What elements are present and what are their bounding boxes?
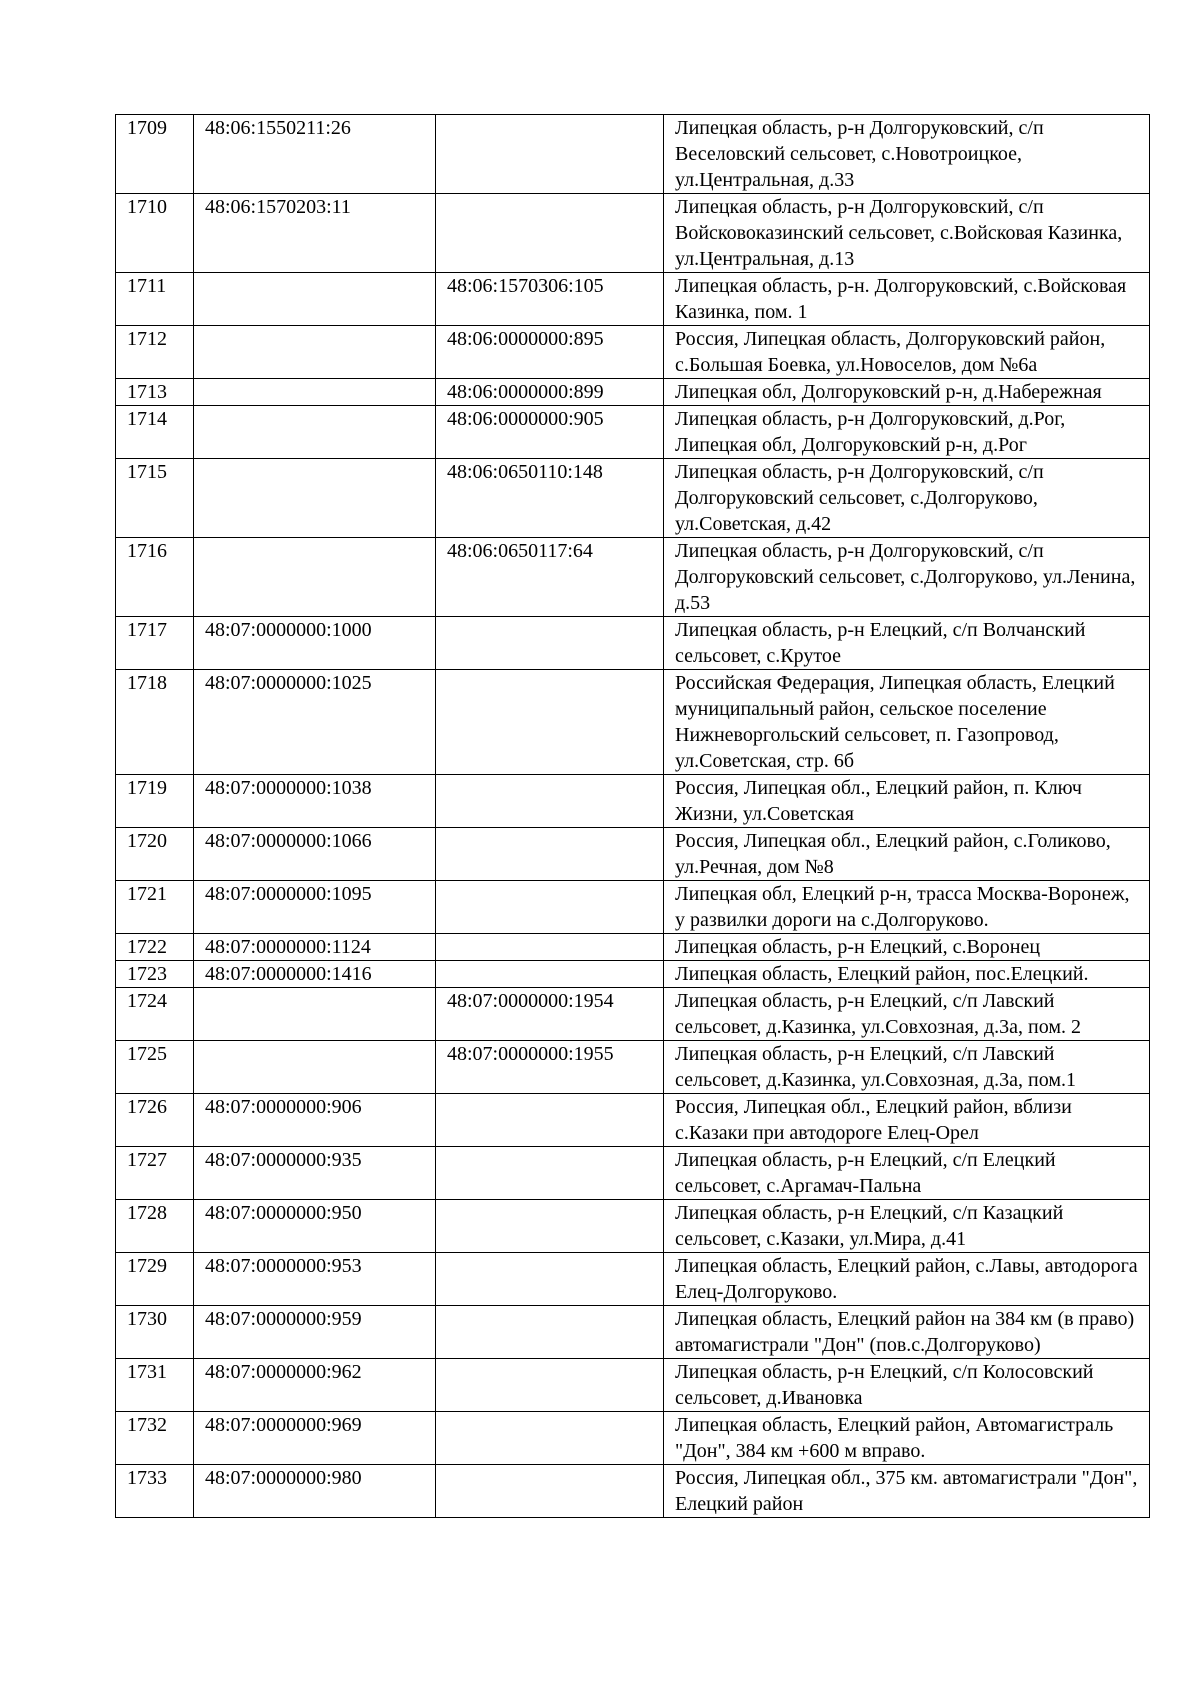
land-cadastral-number xyxy=(194,459,436,538)
object-cadastral-number: 48:07:0000000:1955 xyxy=(436,1041,664,1094)
address-cell: Липецкая область, р-н Елецкий, с/п Волчанский сельсовет, с.Крутое xyxy=(664,617,1150,670)
object-cadastral-number xyxy=(436,934,664,961)
row-number: 1712 xyxy=(116,326,194,379)
land-cadastral-number: 48:07:0000000:1000 xyxy=(194,617,436,670)
document-page xyxy=(115,114,1149,1518)
row-number: 1727 xyxy=(116,1147,194,1200)
row-number: 1725 xyxy=(116,1041,194,1094)
address-cell: Липецкая область, р-н Долгоруковский, д.Рог, Липецкая обл, Долгоруковский р-н, д.Рог xyxy=(664,406,1150,459)
land-cadastral-number xyxy=(194,1041,436,1094)
object-cadastral-number: 48:06:1570306:105 xyxy=(436,273,664,326)
address-cell: Россия, Липецкая обл., Елецкий район, с.Голиково, ул.Речная, дом №8 xyxy=(664,828,1150,881)
row-number: 1714 xyxy=(116,406,194,459)
address-cell: Россия, Липецкая обл., Елецкий район, вблизи с.Казаки при автодороге Елец-Орел xyxy=(664,1094,1150,1147)
table-row xyxy=(116,828,1150,881)
table-row xyxy=(116,538,1150,617)
address-cell: Россия, Липецкая область, Долгоруковский район, с.Большая Боевка, ул.Новоселов, дом №6а xyxy=(664,326,1150,379)
row-number: 1716 xyxy=(116,538,194,617)
row-number: 1731 xyxy=(116,1359,194,1412)
address-cell: Липецкая область, р-н Долгоруковский, с/п Долгоруковский сельсовет, с.Долгоруково, ул.Ленина, д.53 xyxy=(664,538,1150,617)
land-cadastral-number xyxy=(194,379,436,406)
address-cell: Липецкая область, р-н Елецкий, с/п Казацкий сельсовет, с.Казаки, ул.Мира, д.41 xyxy=(664,1200,1150,1253)
table-row xyxy=(116,1465,1150,1518)
land-cadastral-number: 48:07:0000000:1066 xyxy=(194,828,436,881)
address-cell: Липецкая область, р-н Долгоруковский, с/п Веселовский сельсовет, с.Новотроицкое, ул.Центральная, д.33 xyxy=(664,115,1150,194)
address-cell: Россия, Липецкая обл., 375 км. автомагистрали "Дон", Елецкий район xyxy=(664,1465,1150,1518)
object-cadastral-number: 48:06:0650110:148 xyxy=(436,459,664,538)
land-cadastral-number xyxy=(194,326,436,379)
object-cadastral-number xyxy=(436,670,664,775)
land-cadastral-number: 48:07:0000000:969 xyxy=(194,1412,436,1465)
object-cadastral-number: 48:06:0000000:899 xyxy=(436,379,664,406)
land-cadastral-number: 48:07:0000000:935 xyxy=(194,1147,436,1200)
row-number: 1711 xyxy=(116,273,194,326)
table-body xyxy=(116,115,1150,1518)
land-cadastral-number: 48:07:0000000:953 xyxy=(194,1253,436,1306)
address-cell: Липецкая область, Елецкий район, пос.Елецкий. xyxy=(664,961,1150,988)
object-cadastral-number xyxy=(436,1094,664,1147)
table-row xyxy=(116,1200,1150,1253)
address-cell: Липецкая область, р-н Долгоруковский, с/п Войсковоказинский сельсовет, с.Войсковая Казинка, ул.Центральная, д.13 xyxy=(664,194,1150,273)
address-cell: Российская Федерация, Липецкая область, Елецкий муниципальный район, сельское поселение Нижневоргольский сельсовет, п. Газопровод, ул.Советская, стр. 6б xyxy=(664,670,1150,775)
address-cell: Россия, Липецкая обл., Елецкий район, п. Ключ Жизни, ул.Советская xyxy=(664,775,1150,828)
object-cadastral-number xyxy=(436,961,664,988)
row-number: 1709 xyxy=(116,115,194,194)
table-row xyxy=(116,1253,1150,1306)
row-number: 1719 xyxy=(116,775,194,828)
row-number: 1722 xyxy=(116,934,194,961)
row-number: 1717 xyxy=(116,617,194,670)
table-row xyxy=(116,670,1150,775)
address-cell: Липецкая обл, Долгоруковский р-н, д.Набережная xyxy=(664,379,1150,406)
land-cadastral-number: 48:07:0000000:980 xyxy=(194,1465,436,1518)
object-cadastral-number xyxy=(436,1253,664,1306)
row-number: 1732 xyxy=(116,1412,194,1465)
table-row xyxy=(116,617,1150,670)
table-row xyxy=(116,775,1150,828)
row-number: 1723 xyxy=(116,961,194,988)
object-cadastral-number xyxy=(436,1465,664,1518)
address-cell: Липецкая область, р-н Елецкий, с/п Елецкий сельсовет, с.Аргамач-Пальна xyxy=(664,1147,1150,1200)
property-registry-table xyxy=(115,114,1150,1518)
address-cell: Липецкая область, Елецкий район, Автомагистраль "Дон", 384 км +600 м вправо. xyxy=(664,1412,1150,1465)
object-cadastral-number xyxy=(436,1412,664,1465)
land-cadastral-number xyxy=(194,538,436,617)
land-cadastral-number: 48:06:1570203:11 xyxy=(194,194,436,273)
object-cadastral-number: 48:06:0650117:64 xyxy=(436,538,664,617)
row-number: 1720 xyxy=(116,828,194,881)
land-cadastral-number: 48:07:0000000:1038 xyxy=(194,775,436,828)
object-cadastral-number xyxy=(436,115,664,194)
table-row xyxy=(116,1412,1150,1465)
object-cadastral-number xyxy=(436,1200,664,1253)
row-number: 1724 xyxy=(116,988,194,1041)
address-cell: Липецкая область, Елецкий район, с.Лавы, автодорога Елец-Долгоруково. xyxy=(664,1253,1150,1306)
land-cadastral-number xyxy=(194,273,436,326)
object-cadastral-number xyxy=(436,1359,664,1412)
land-cadastral-number xyxy=(194,406,436,459)
row-number: 1718 xyxy=(116,670,194,775)
address-cell: Липецкая область, р-н. Долгоруковский, с.Войсковая Казинка, пом. 1 xyxy=(664,273,1150,326)
row-number: 1721 xyxy=(116,881,194,934)
object-cadastral-number xyxy=(436,828,664,881)
address-cell: Липецкая область, Елецкий район на 384 км (в право) автомагистрали "Дон" (пов.с.Долгоруково) xyxy=(664,1306,1150,1359)
land-cadastral-number: 48:06:1550211:26 xyxy=(194,115,436,194)
land-cadastral-number: 48:07:0000000:1124 xyxy=(194,934,436,961)
address-cell: Липецкая область, р-н Елецкий, с/п Лавский сельсовет, д.Казинка, ул.Совхозная, д.3а, пом. 2 xyxy=(664,988,1150,1041)
row-number: 1715 xyxy=(116,459,194,538)
address-cell: Липецкая область, р-н Долгоруковский, с/п Долгоруковский сельсовет, с.Долгоруково, ул.Советская, д.42 xyxy=(664,459,1150,538)
object-cadastral-number xyxy=(436,617,664,670)
row-number: 1728 xyxy=(116,1200,194,1253)
table-row xyxy=(116,1147,1150,1200)
object-cadastral-number: 48:06:0000000:905 xyxy=(436,406,664,459)
land-cadastral-number: 48:07:0000000:1025 xyxy=(194,670,436,775)
row-number: 1726 xyxy=(116,1094,194,1147)
table-row xyxy=(116,379,1150,406)
row-number: 1710 xyxy=(116,194,194,273)
object-cadastral-number xyxy=(436,194,664,273)
land-cadastral-number: 48:07:0000000:950 xyxy=(194,1200,436,1253)
table-row xyxy=(116,961,1150,988)
row-number: 1733 xyxy=(116,1465,194,1518)
land-cadastral-number: 48:07:0000000:959 xyxy=(194,1306,436,1359)
object-cadastral-number xyxy=(436,1306,664,1359)
object-cadastral-number xyxy=(436,775,664,828)
object-cadastral-number: 48:06:0000000:895 xyxy=(436,326,664,379)
land-cadastral-number: 48:07:0000000:1416 xyxy=(194,961,436,988)
table-row xyxy=(116,934,1150,961)
object-cadastral-number: 48:07:0000000:1954 xyxy=(436,988,664,1041)
row-number: 1729 xyxy=(116,1253,194,1306)
table-row xyxy=(116,194,1150,273)
table-row xyxy=(116,988,1150,1041)
land-cadastral-number: 48:07:0000000:962 xyxy=(194,1359,436,1412)
row-number: 1713 xyxy=(116,379,194,406)
table-row xyxy=(116,115,1150,194)
land-cadastral-number: 48:07:0000000:906 xyxy=(194,1094,436,1147)
table-row xyxy=(116,459,1150,538)
address-cell: Липецкая область, р-н Елецкий, с/п Колосовский сельсовет, д.Ивановка xyxy=(664,1359,1150,1412)
table-row xyxy=(116,326,1150,379)
row-number: 1730 xyxy=(116,1306,194,1359)
table-row xyxy=(116,881,1150,934)
table-row xyxy=(116,1306,1150,1359)
object-cadastral-number xyxy=(436,881,664,934)
table-row xyxy=(116,1359,1150,1412)
object-cadastral-number xyxy=(436,1147,664,1200)
land-cadastral-number: 48:07:0000000:1095 xyxy=(194,881,436,934)
table-row xyxy=(116,406,1150,459)
address-cell: Липецкая обл, Елецкий р-н, трасса Москва-Воронеж, у развилки дороги на с.Долгоруково. xyxy=(664,881,1150,934)
table-row xyxy=(116,1094,1150,1147)
table-row xyxy=(116,1041,1150,1094)
address-cell: Липецкая область, р-н Елецкий, с.Воронец xyxy=(664,934,1150,961)
land-cadastral-number xyxy=(194,988,436,1041)
address-cell: Липецкая область, р-н Елецкий, с/п Лавский сельсовет, д.Казинка, ул.Совхозная, д.3а, пом.1 xyxy=(664,1041,1150,1094)
table-row xyxy=(116,273,1150,326)
